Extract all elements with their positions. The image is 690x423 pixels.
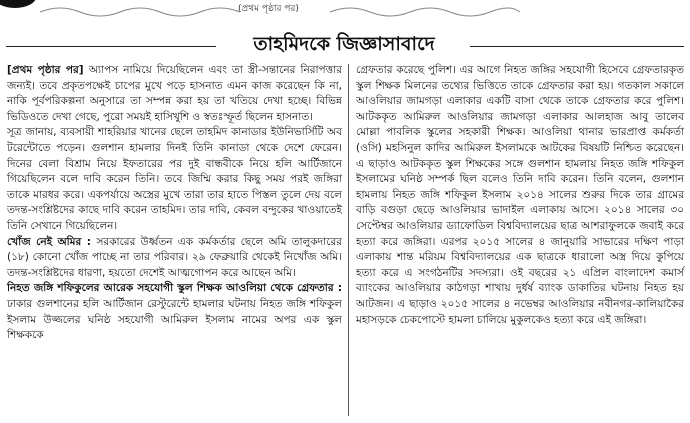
paragraph-arrest: [7, 281, 342, 343]
paragraph-intro: [7, 63, 342, 125]
paragraph-intro-text: অ্যাপস নামিয়ে দিয়েছিলেন এবং তা স্ত্রী-সন্তানের নিরাপত্তার জন্যই। তবে প্রকৃতপক্ষেই চাপের মুখে পড়ে হাসনাত এমন কাজ করেছেন কি না, নাকি পূর্বপরিকল্পনা অনুসারে তা সম্পন্ন করা হয় তা খতিয়ে দেখা হচ্ছে। বিভিন্ন ভিডিওতে দেখা গেছে, পুরো সময়ই হাসিখুশি ও স্বতঃস্ফূর্ত ছিলেন হাসনাত।: [7, 64, 342, 123]
continuation-marker: [প্রথম পৃষ্ঠার পর]: [7, 64, 89, 76]
column-divider: [348, 64, 349, 416]
headline-rule-left: [6, 46, 216, 47]
paragraph-tahmid: সূত্র জানায়, ব্যবসায়ী শাহরিয়ার খানের ছেলে তাহমিদ কানাডার ইউনিভার্সিটি অব টরেন্টোতে পড়েন। গুলশান হামলার দিনই তিনি কানাডা থেকে দেশে ফেরেন। দিনের বেলা বিশ্রাম নিয়ে ইফতারের পর দুই বান্ধবীকে নিয়ে হলি আর্টিজানে গিয়েছিলেন বলে দাবি করেন তিনি। তবে জিম্মি করার কিছু সময় পরই জঙ্গিরা তাকে মারধর করে। একপর্যায়ে অস্ত্রের মুখে তারা তার হাতে পিস্তল তুলে দেয় বলে তদন্ত-সংশ্লিষ্টদের কাছে দাবি করেন তাহমিদ। তার দাবি, কেবল বন্দুকের খাওয়াতেই তিনি সেখানে গিয়েছিলেন।: [7, 126, 342, 232]
paragraph-continuation: গ্রেফতার করেছে পুলিশ। এর আগে নিহত জঙ্গির সহযোগী হিসেবে গ্রেফতারকৃত স্কুল শিক্ষক মিলনের তথ্যের ভিত্তিতে তাকে গ্রেফতার করা হয়। গতকাল সকালে আওলিয়ার জামগড়া এলাকার একটি বাসা থেকে তাকে গ্রেফতার করে পুলিশ। আটককৃত আমিরুল আওলিয়ার জামগড়া এলাকার আলহাজ আবু তালেব মোল্লা পাবলিক স্কুলের সহকারী শিক্ষক। আওলিয়া থানার ভারপ্রাপ্ত কর্মকর্তা (ওসি) মহসিনুল কাদির আমিরুল ইসলামকে আটকের বিষয়টি নিশ্চিত করেছেন। এ ছাড়াও আটককৃত স্কুল শিক্ষকের সঙ্গে গুলশান হামলায় নিহত জঙ্গি শফিকুল ইসলামের ঘনিষ্ঠ সম্পর্ক ছিল বলেও তিনি দাবি করেন। তিনি বলেন, গুলশান হামলায় নিহত জঙ্গি শফিকুল ইসলাম ২০১৪ সালের শুরুর দিকে তার গ্রামের বাড়ি বগুড়া ছেড়ে আওলিয়ার ভাদাইল এলাকায় আসে। ২০১৪ সালের ৩০ সেপ্টেম্বর আওলিয়ার ড্যাফোডিল বিশ্ববিদ্যালয়ের ছাত্র আশরাফুলকে জবাই করে হত্যা করে জঙ্গিরা। এরপর ২০১৫ সালের ৪ জানুয়ারি সাভারের দক্ষিণ পাড়া এলাকায় শান্ত মরিয়ম বিশ্ববিদ্যালয়ের এক ছাত্রকে ধারালো অস্ত্র দিয়ে কুপিয়ে হত্যা করে এ সংগঠনটির সদস্যরা। ওই বছরের ২১ এপ্রিল বাংলাদেশ কমার্স ব্যাংকের আওলিয়ার কাঠগড়া শাখায় দুর্ধর্ষ ব্যাংক ডাকাতির ঘটনায় নিহত হয় আটজন। এ ছাড়াও ২০১৫ সালের ৪ নভেম্বর আওলিয়ার নবীনগর-কালিয়াকৈর মহাসড়কে চেকপোস্টে হামলা চালিয়ে মুকুলকেও হত্যা করে এই জঙ্গিরা।: [356, 64, 684, 326]
subhead-arrest: নিহত জঙ্গি শফিকুলের আরেক সহযোগী স্কুল শিক্ষক আওলিয়া থেকে গ্রেফতার :: [7, 282, 342, 295]
paragraph-ami: [7, 235, 342, 282]
top-caption: (প্রথম পৃষ্ঠার পর): [238, 4, 299, 14]
page-corner-mark: [0, 0, 36, 8]
article-headline: [0, 29, 690, 61]
top-strip: [0, 0, 690, 26]
left-column: [7, 63, 342, 344]
subhead-ami: খোঁজ নেই অমির :: [7, 235, 97, 248]
right-column: [356, 63, 684, 328]
headline-text: তাহমিদকে জিজ্ঞাসাবাদে: [253, 33, 435, 55]
paragraph-ami-text: সরকারের উর্ধ্বতন এক কর্মকর্তার ছেলে অমি তালুকদারের (১৮) কোনো খোঁজ পাচ্ছে না তার পরিবার। ২৯ ফেব্রুয়ারি থেকেই নিখোঁজ অমি। তদন্ত-সংশ্লিষ্টদের ধারণা, হয়তো দেশেই আত্মগোপন করে আছেন অমি।: [7, 235, 342, 279]
paragraph-arrest-text: ঢাকার গুলশানের হলি আর্টিজান রেস্টুরেন্টে হামলার ঘটনায় নিহত জঙ্গি শফিকুল ইসলাম উজ্জলের ঘনিষ্ঠ সহযোগী আমিরুল ইসলাম নামের অপর এক স্কুল শিক্ষককে: [7, 297, 342, 342]
headline-rule-right: [470, 46, 684, 47]
